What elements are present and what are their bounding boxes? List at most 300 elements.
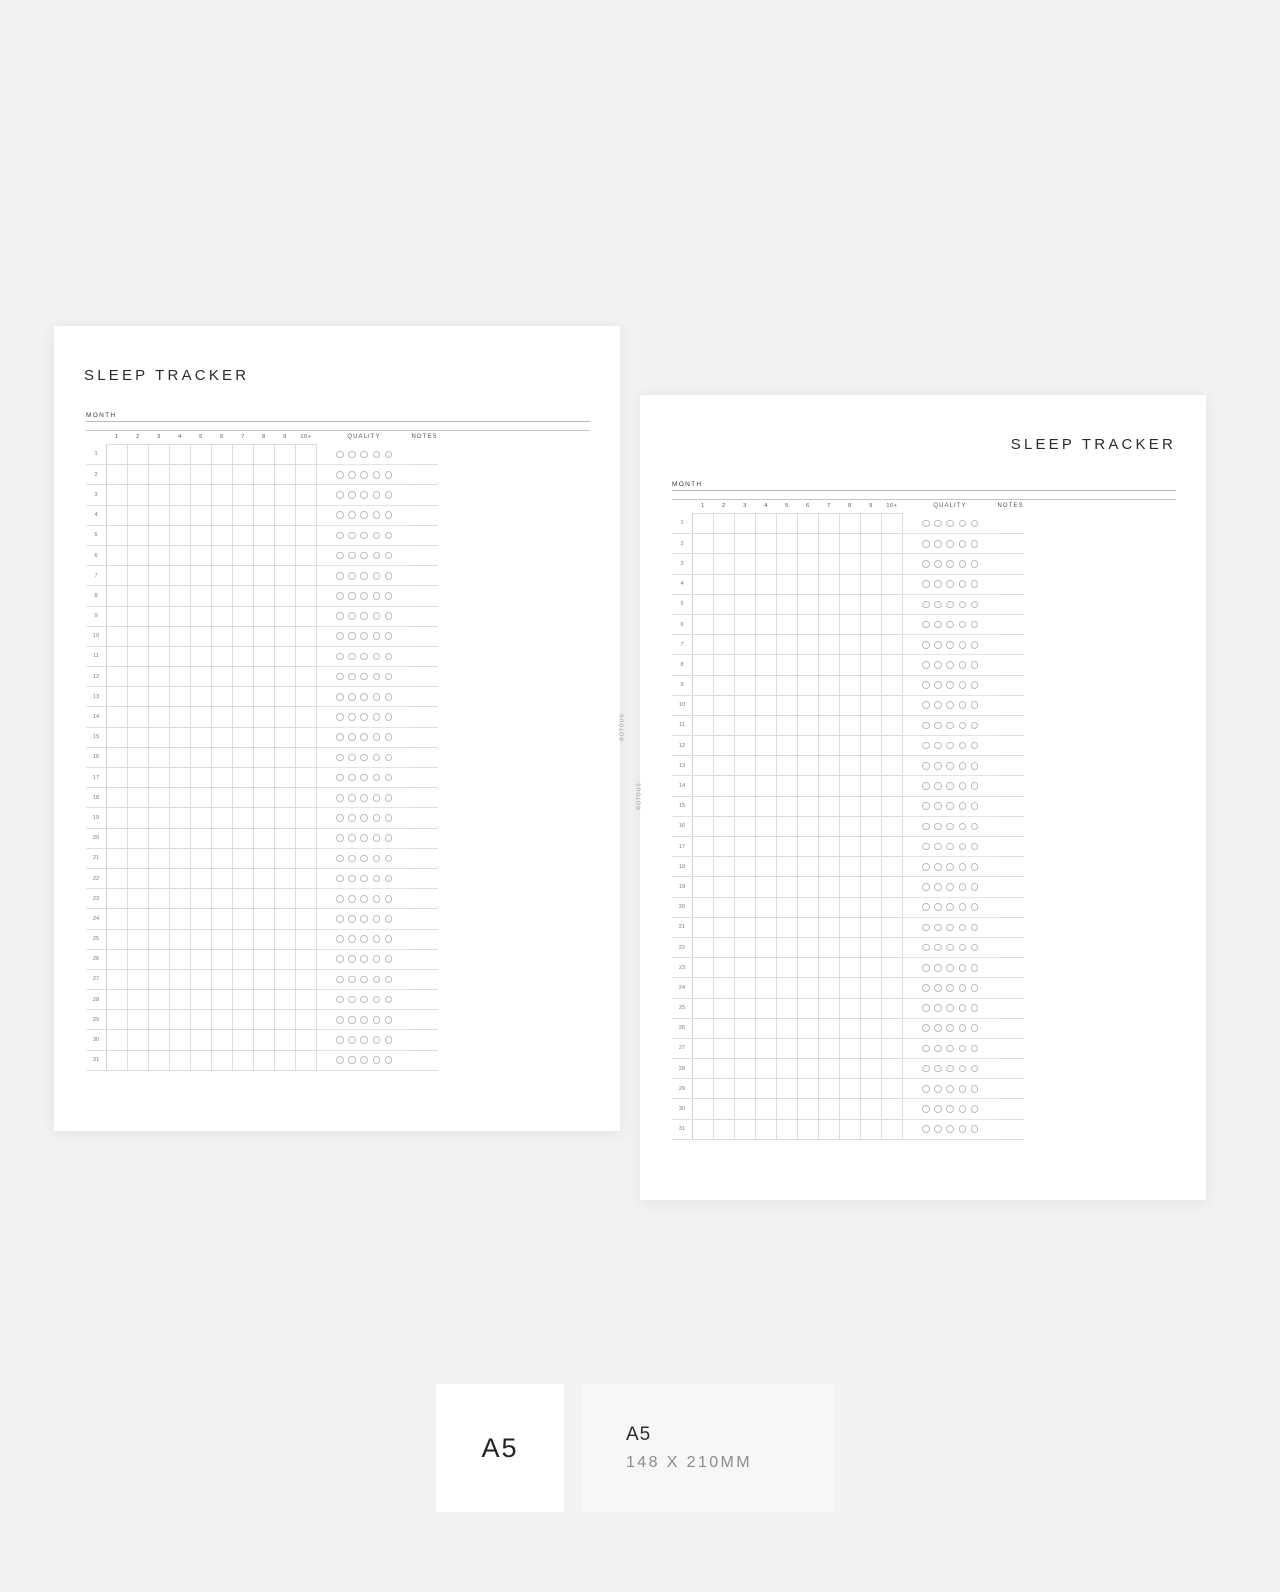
hour-cell[interactable] [882, 695, 903, 715]
hour-cell[interactable] [861, 917, 882, 937]
quality-dot-icon[interactable] [336, 632, 344, 640]
notes-cell[interactable] [412, 848, 438, 868]
quality-rating[interactable] [317, 909, 412, 929]
hour-cell[interactable] [275, 525, 296, 545]
quality-dot-icon[interactable] [971, 883, 979, 891]
notes-cell[interactable] [998, 594, 1024, 614]
hour-cell[interactable] [756, 998, 777, 1018]
hour-cell[interactable] [170, 707, 191, 727]
hour-cell[interactable] [254, 667, 275, 687]
hour-cell[interactable] [882, 1079, 903, 1099]
quality-dot-icon[interactable] [385, 632, 393, 640]
hour-cell[interactable] [212, 969, 233, 989]
quality-dot-icon[interactable] [336, 794, 344, 802]
notes-cell[interactable] [412, 990, 438, 1010]
quality-dot-icon[interactable] [934, 1045, 942, 1053]
hour-cell[interactable] [149, 929, 170, 949]
quality-dot-icon[interactable] [385, 875, 393, 883]
quality-dot-icon[interactable] [959, 924, 967, 932]
hour-cell[interactable] [882, 736, 903, 756]
hour-cell[interactable] [107, 606, 128, 626]
hour-cell[interactable] [275, 788, 296, 808]
notes-cell[interactable] [412, 949, 438, 969]
hour-cell[interactable] [777, 736, 798, 756]
hour-cell[interactable] [819, 897, 840, 917]
quality-rating[interactable] [317, 969, 412, 989]
hour-cell[interactable] [233, 747, 254, 767]
quality-rating[interactable] [317, 868, 412, 888]
hour-cell[interactable] [275, 868, 296, 888]
hour-cell[interactable] [254, 445, 275, 465]
quality-dot-icon[interactable] [971, 1105, 979, 1113]
quality-dot-icon[interactable] [385, 754, 393, 762]
hour-cell[interactable] [735, 978, 756, 998]
hour-cell[interactable] [693, 1099, 714, 1119]
hour-cell[interactable] [798, 978, 819, 998]
quality-dot-icon[interactable] [373, 1016, 381, 1024]
quality-dot-icon[interactable] [360, 754, 368, 762]
quality-dot-icon[interactable] [360, 471, 368, 479]
quality-rating[interactable] [317, 788, 412, 808]
hour-cell[interactable] [714, 534, 735, 554]
hour-cell[interactable] [693, 857, 714, 877]
hour-cell[interactable] [819, 554, 840, 574]
hour-cell[interactable] [693, 1119, 714, 1139]
hour-cell[interactable] [735, 877, 756, 897]
hour-cell[interactable] [128, 707, 149, 727]
quality-dot-icon[interactable] [934, 722, 942, 730]
notes-cell[interactable] [412, 909, 438, 929]
hour-cell[interactable] [693, 736, 714, 756]
quality-dot-icon[interactable] [348, 733, 356, 741]
hour-cell[interactable] [777, 877, 798, 897]
notes-cell[interactable] [998, 756, 1024, 776]
quality-rating[interactable] [903, 736, 998, 756]
notes-cell[interactable] [998, 574, 1024, 594]
hour-cell[interactable] [861, 574, 882, 594]
hour-cell[interactable] [819, 958, 840, 978]
notes-cell[interactable] [998, 897, 1024, 917]
quality-dot-icon[interactable] [336, 935, 344, 943]
hour-cell[interactable] [296, 848, 317, 868]
quality-dot-icon[interactable] [934, 1065, 942, 1073]
quality-dot-icon[interactable] [946, 722, 954, 730]
quality-dot-icon[interactable] [373, 915, 381, 923]
hour-cell[interactable] [798, 635, 819, 655]
hour-cell[interactable] [693, 675, 714, 695]
quality-dot-icon[interactable] [348, 875, 356, 883]
hour-cell[interactable] [233, 727, 254, 747]
hour-cell[interactable] [882, 796, 903, 816]
hour-cell[interactable] [191, 646, 212, 666]
notes-cell[interactable] [412, 707, 438, 727]
hour-cell[interactable] [840, 1018, 861, 1038]
quality-dot-icon[interactable] [360, 895, 368, 903]
hour-cell[interactable] [840, 1099, 861, 1119]
hour-cell[interactable] [714, 736, 735, 756]
quality-dot-icon[interactable] [946, 580, 954, 588]
hour-cell[interactable] [735, 917, 756, 937]
quality-rating[interactable] [903, 978, 998, 998]
hour-cell[interactable] [735, 614, 756, 634]
hour-cell[interactable] [840, 1079, 861, 1099]
hour-cell[interactable] [882, 998, 903, 1018]
quality-rating[interactable] [317, 889, 412, 909]
quality-dot-icon[interactable] [336, 915, 344, 923]
quality-dot-icon[interactable] [373, 895, 381, 903]
hour-cell[interactable] [254, 707, 275, 727]
hour-cell[interactable] [149, 1010, 170, 1030]
hour-cell[interactable] [170, 808, 191, 828]
hour-cell[interactable] [756, 917, 777, 937]
quality-dot-icon[interactable] [971, 843, 979, 851]
hour-cell[interactable] [254, 889, 275, 909]
hour-cell[interactable] [756, 655, 777, 675]
hour-cell[interactable] [861, 1079, 882, 1099]
hour-cell[interactable] [840, 877, 861, 897]
quality-dot-icon[interactable] [385, 451, 393, 459]
hour-cell[interactable] [861, 877, 882, 897]
quality-dot-icon[interactable] [922, 601, 930, 609]
quality-dot-icon[interactable] [373, 996, 381, 1004]
hour-cell[interactable] [735, 897, 756, 917]
hour-cell[interactable] [296, 505, 317, 525]
quality-dot-icon[interactable] [934, 1105, 942, 1113]
quality-rating[interactable] [903, 796, 998, 816]
quality-dot-icon[interactable] [971, 621, 979, 629]
notes-cell[interactable] [998, 978, 1024, 998]
hour-cell[interactable] [149, 525, 170, 545]
hour-cell[interactable] [882, 857, 903, 877]
quality-dot-icon[interactable] [922, 782, 930, 790]
hour-cell[interactable] [212, 929, 233, 949]
hour-cell[interactable] [756, 857, 777, 877]
hour-cell[interactable] [212, 1010, 233, 1030]
hour-cell[interactable] [861, 675, 882, 695]
quality-dot-icon[interactable] [922, 823, 930, 831]
hour-cell[interactable] [735, 574, 756, 594]
hour-cell[interactable] [693, 958, 714, 978]
quality-rating[interactable] [317, 687, 412, 707]
hour-cell[interactable] [254, 747, 275, 767]
notes-cell[interactable] [998, 655, 1024, 675]
hour-cell[interactable] [296, 566, 317, 586]
hour-cell[interactable] [191, 525, 212, 545]
hour-cell[interactable] [714, 614, 735, 634]
hour-cell[interactable] [233, 1010, 254, 1030]
quality-dot-icon[interactable] [971, 802, 979, 810]
quality-dot-icon[interactable] [934, 701, 942, 709]
notes-cell[interactable] [412, 687, 438, 707]
hour-cell[interactable] [693, 776, 714, 796]
hour-cell[interactable] [777, 1099, 798, 1119]
quality-dot-icon[interactable] [348, 955, 356, 963]
hour-cell[interactable] [191, 1030, 212, 1050]
notes-cell[interactable] [412, 445, 438, 465]
quality-dot-icon[interactable] [946, 1125, 954, 1133]
quality-dot-icon[interactable] [959, 964, 967, 972]
quality-dot-icon[interactable] [348, 653, 356, 661]
hour-cell[interactable] [735, 776, 756, 796]
hour-cell[interactable] [777, 837, 798, 857]
quality-dot-icon[interactable] [360, 955, 368, 963]
quality-dot-icon[interactable] [922, 1125, 930, 1133]
quality-dot-icon[interactable] [373, 491, 381, 499]
hour-cell[interactable] [840, 1059, 861, 1079]
hour-cell[interactable] [149, 707, 170, 727]
month-field[interactable] [86, 404, 590, 422]
hour-cell[interactable] [735, 675, 756, 695]
hour-cell[interactable] [170, 606, 191, 626]
hour-cell[interactable] [840, 796, 861, 816]
quality-dot-icon[interactable] [959, 722, 967, 730]
hour-cell[interactable] [819, 695, 840, 715]
hour-cell[interactable] [714, 897, 735, 917]
hour-cell[interactable] [756, 796, 777, 816]
hour-cell[interactable] [840, 816, 861, 836]
hour-cell[interactable] [275, 768, 296, 788]
quality-dot-icon[interactable] [336, 511, 344, 519]
month-field[interactable] [672, 473, 1176, 491]
quality-dot-icon[interactable] [385, 1056, 393, 1064]
quality-rating[interactable] [317, 626, 412, 646]
hour-cell[interactable] [882, 534, 903, 554]
hour-cell[interactable] [756, 877, 777, 897]
hour-cell[interactable] [777, 534, 798, 554]
hour-cell[interactable] [735, 958, 756, 978]
hour-cell[interactable] [191, 1050, 212, 1070]
quality-dot-icon[interactable] [959, 883, 967, 891]
hour-cell[interactable] [882, 776, 903, 796]
quality-dot-icon[interactable] [971, 944, 979, 952]
quality-dot-icon[interactable] [959, 1045, 967, 1053]
quality-dot-icon[interactable] [385, 955, 393, 963]
hour-cell[interactable] [840, 857, 861, 877]
hour-cell[interactable] [191, 505, 212, 525]
hour-cell[interactable] [296, 727, 317, 747]
quality-dot-icon[interactable] [959, 742, 967, 750]
quality-dot-icon[interactable] [336, 653, 344, 661]
quality-dot-icon[interactable] [971, 540, 979, 548]
hour-cell[interactable] [296, 545, 317, 565]
hour-cell[interactable] [714, 796, 735, 816]
quality-dot-icon[interactable] [934, 540, 942, 548]
quality-dot-icon[interactable] [385, 1016, 393, 1024]
hour-cell[interactable] [693, 917, 714, 937]
hour-cell[interactable] [840, 837, 861, 857]
quality-rating[interactable] [903, 655, 998, 675]
quality-dot-icon[interactable] [959, 540, 967, 548]
hour-cell[interactable] [714, 1059, 735, 1079]
quality-rating[interactable] [317, 586, 412, 606]
hour-cell[interactable] [296, 929, 317, 949]
hour-cell[interactable] [693, 1018, 714, 1038]
hour-cell[interactable] [170, 626, 191, 646]
quality-dot-icon[interactable] [360, 612, 368, 620]
quality-rating[interactable] [903, 917, 998, 937]
hour-cell[interactable] [233, 566, 254, 586]
quality-dot-icon[interactable] [946, 601, 954, 609]
quality-dot-icon[interactable] [336, 814, 344, 822]
quality-dot-icon[interactable] [336, 976, 344, 984]
hour-cell[interactable] [693, 756, 714, 776]
hour-cell[interactable] [275, 566, 296, 586]
quality-dot-icon[interactable] [373, 834, 381, 842]
hour-cell[interactable] [798, 614, 819, 634]
quality-rating[interactable] [903, 715, 998, 735]
hour-cell[interactable] [254, 909, 275, 929]
hour-cell[interactable] [756, 594, 777, 614]
hour-cell[interactable] [777, 1038, 798, 1058]
hour-cell[interactable] [275, 848, 296, 868]
hour-cell[interactable] [840, 635, 861, 655]
quality-rating[interactable] [903, 574, 998, 594]
notes-cell[interactable] [412, 646, 438, 666]
hour-cell[interactable] [798, 877, 819, 897]
hour-cell[interactable] [819, 675, 840, 695]
hour-cell[interactable] [191, 465, 212, 485]
notes-cell[interactable] [412, 667, 438, 687]
hour-cell[interactable] [191, 848, 212, 868]
quality-dot-icon[interactable] [360, 794, 368, 802]
quality-dot-icon[interactable] [336, 491, 344, 499]
hour-cell[interactable] [861, 998, 882, 1018]
hour-cell[interactable] [233, 687, 254, 707]
hour-cell[interactable] [275, 586, 296, 606]
quality-dot-icon[interactable] [385, 935, 393, 943]
hour-cell[interactable] [756, 715, 777, 735]
hour-cell[interactable] [296, 868, 317, 888]
hour-cell[interactable] [756, 837, 777, 857]
hour-cell[interactable] [212, 626, 233, 646]
quality-rating[interactable] [317, 727, 412, 747]
hour-cell[interactable] [714, 514, 735, 534]
quality-rating[interactable] [317, 990, 412, 1010]
hour-cell[interactable] [191, 1010, 212, 1030]
quality-dot-icon[interactable] [959, 1065, 967, 1073]
hour-cell[interactable] [107, 1030, 128, 1050]
quality-dot-icon[interactable] [971, 601, 979, 609]
hour-cell[interactable] [798, 776, 819, 796]
hour-cell[interactable] [212, 485, 233, 505]
quality-rating[interactable] [903, 534, 998, 554]
hour-cell[interactable] [296, 646, 317, 666]
hour-cell[interactable] [233, 445, 254, 465]
hour-cell[interactable] [798, 1059, 819, 1079]
notes-cell[interactable] [412, 465, 438, 485]
quality-dot-icon[interactable] [922, 621, 930, 629]
hour-cell[interactable] [296, 445, 317, 465]
hour-cell[interactable] [840, 756, 861, 776]
notes-cell[interactable] [998, 776, 1024, 796]
hour-cell[interactable] [128, 445, 149, 465]
hour-cell[interactable] [233, 969, 254, 989]
hour-cell[interactable] [819, 594, 840, 614]
quality-rating[interactable] [317, 949, 412, 969]
hour-cell[interactable] [819, 1018, 840, 1038]
quality-rating[interactable] [903, 897, 998, 917]
notes-cell[interactable] [412, 566, 438, 586]
quality-dot-icon[interactable] [385, 915, 393, 923]
hour-cell[interactable] [756, 958, 777, 978]
hour-cell[interactable] [170, 727, 191, 747]
hour-cell[interactable] [191, 687, 212, 707]
quality-dot-icon[interactable] [385, 491, 393, 499]
hour-cell[interactable] [275, 889, 296, 909]
hour-cell[interactable] [840, 998, 861, 1018]
hour-cell[interactable] [149, 949, 170, 969]
hour-cell[interactable] [296, 606, 317, 626]
hour-cell[interactable] [798, 937, 819, 957]
hour-cell[interactable] [212, 525, 233, 545]
quality-dot-icon[interactable] [922, 1065, 930, 1073]
quality-dot-icon[interactable] [385, 996, 393, 1004]
hour-cell[interactable] [798, 514, 819, 534]
hour-cell[interactable] [233, 768, 254, 788]
quality-dot-icon[interactable] [348, 976, 356, 984]
notes-cell[interactable] [412, 545, 438, 565]
notes-cell[interactable] [412, 505, 438, 525]
quality-dot-icon[interactable] [360, 552, 368, 560]
quality-dot-icon[interactable] [336, 834, 344, 842]
quality-dot-icon[interactable] [360, 632, 368, 640]
hour-cell[interactable] [191, 586, 212, 606]
quality-dot-icon[interactable] [959, 802, 967, 810]
hour-cell[interactable] [107, 626, 128, 646]
quality-dot-icon[interactable] [348, 532, 356, 540]
quality-dot-icon[interactable] [360, 935, 368, 943]
hour-cell[interactable] [275, 828, 296, 848]
quality-dot-icon[interactable] [959, 641, 967, 649]
hour-cell[interactable] [149, 545, 170, 565]
hour-cell[interactable] [882, 958, 903, 978]
hour-cell[interactable] [777, 756, 798, 776]
hour-cell[interactable] [798, 958, 819, 978]
hour-cell[interactable] [296, 485, 317, 505]
hour-cell[interactable] [233, 990, 254, 1010]
hour-cell[interactable] [107, 768, 128, 788]
hour-cell[interactable] [819, 514, 840, 534]
notes-cell[interactable] [998, 736, 1024, 756]
quality-dot-icon[interactable] [360, 693, 368, 701]
quality-rating[interactable] [317, 768, 412, 788]
quality-rating[interactable] [903, 614, 998, 634]
quality-dot-icon[interactable] [348, 572, 356, 580]
hour-cell[interactable] [128, 768, 149, 788]
hour-cell[interactable] [714, 1079, 735, 1099]
quality-rating[interactable] [317, 465, 412, 485]
quality-rating[interactable] [903, 1099, 998, 1119]
hour-cell[interactable] [777, 937, 798, 957]
hour-cell[interactable] [882, 837, 903, 857]
notes-cell[interactable] [998, 937, 1024, 957]
hour-cell[interactable] [107, 687, 128, 707]
quality-dot-icon[interactable] [373, 713, 381, 721]
hour-cell[interactable] [296, 768, 317, 788]
notes-cell[interactable] [998, 695, 1024, 715]
hour-cell[interactable] [714, 594, 735, 614]
hour-cell[interactable] [861, 736, 882, 756]
quality-dot-icon[interactable] [971, 782, 979, 790]
hour-cell[interactable] [128, 626, 149, 646]
hour-cell[interactable] [777, 514, 798, 534]
hour-cell[interactable] [861, 1018, 882, 1038]
hour-cell[interactable] [170, 586, 191, 606]
hour-cell[interactable] [233, 788, 254, 808]
hour-cell[interactable] [882, 1099, 903, 1119]
quality-dot-icon[interactable] [946, 843, 954, 851]
hour-cell[interactable] [861, 594, 882, 614]
